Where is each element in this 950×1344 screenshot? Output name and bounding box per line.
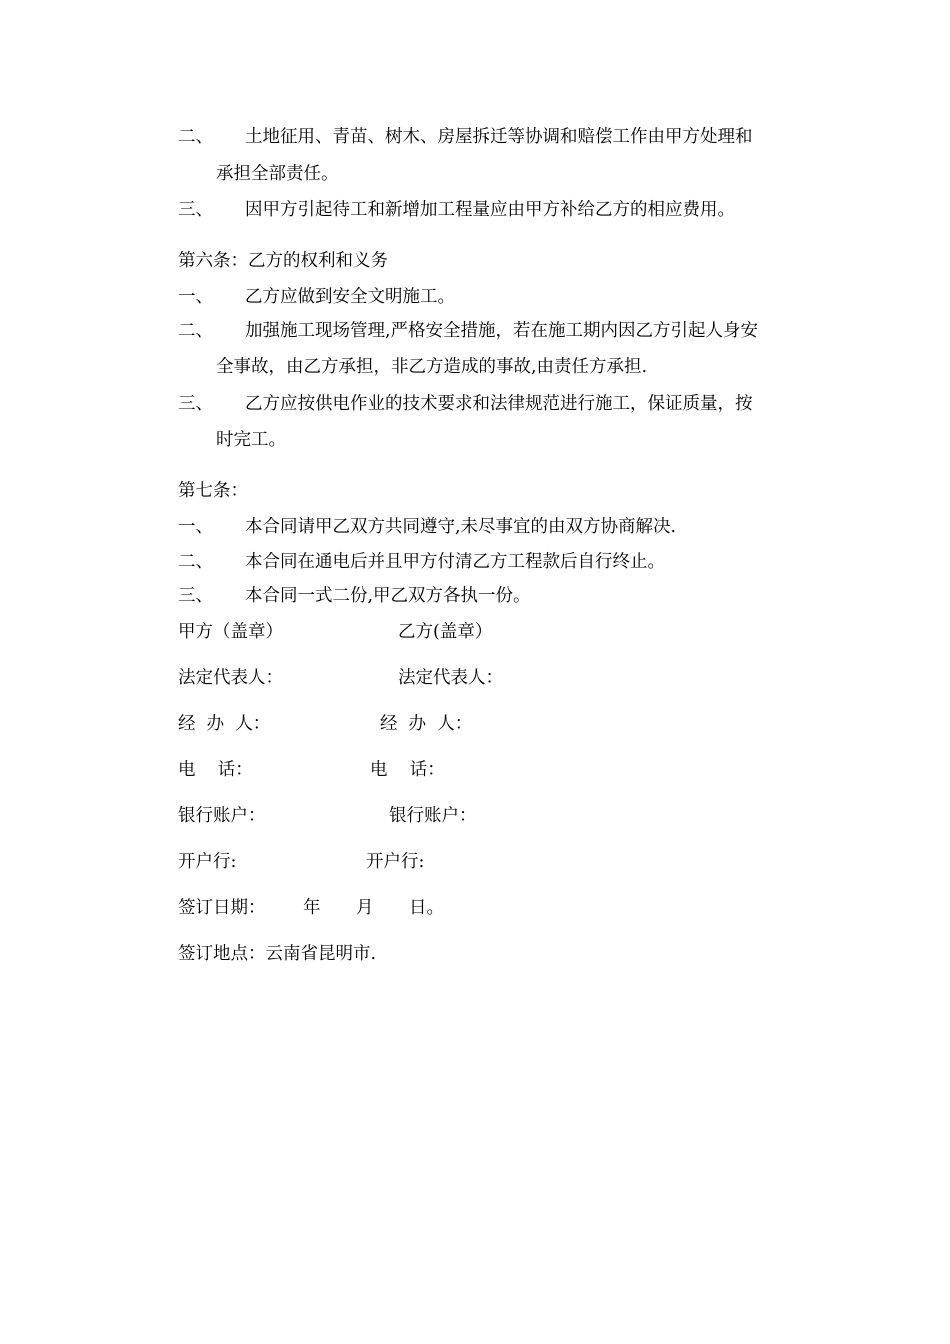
clause-heading: 第七条： [178, 481, 248, 501]
party-a-phone-label: 电 话： [178, 760, 253, 780]
party-a-rep-label: 法定代表人： [178, 668, 283, 688]
sign-date-year: 年 [303, 898, 321, 918]
party-b-handler-label: 经 办 人： [380, 714, 473, 734]
item-number: 二、 [178, 552, 213, 572]
party-a-seal-label: 甲方（盖章） [178, 622, 283, 642]
item-text: 本合同在通电后并且甲方付清乙方工程款后自行终止。 [245, 552, 665, 572]
item-text: 因甲方引起待工和新增加工程量应由甲方补给乙方的相应费用。 [245, 200, 735, 220]
party-b-seal-label: 乙方(盖章） [398, 622, 493, 642]
sign-date-month: 月 [356, 898, 374, 918]
item-number: 二、 [178, 321, 213, 341]
item-number: 三、 [178, 200, 213, 220]
item-number: 三、 [178, 394, 213, 414]
item-text-continued: 全事故，由乙方承担，非乙方造成的事故,由责任方承担. [216, 357, 648, 377]
item-text: 加强施工现场管理,严格安全措施，若在施工期内因乙方引起人身安 [245, 321, 759, 341]
sign-date-label: 签订日期： [178, 898, 266, 918]
item-text: 本合同请甲乙双方共同遵守,未尽事宜的由双方协商解决. [245, 517, 677, 537]
party-b-phone-label: 电 话： [370, 760, 445, 780]
party-a-account-label: 银行账户： [178, 806, 266, 826]
party-a-handler-label: 经 办 人： [178, 714, 271, 734]
item-text: 乙方应做到安全文明施工。 [245, 287, 455, 307]
item-text: 本合同一式二份,甲乙双方各执一份。 [245, 586, 531, 606]
item-text-continued: 承担全部责任。 [216, 164, 339, 184]
party-b-rep-label: 法定代表人： [398, 668, 503, 688]
party-a-bank-label: 开户行: [178, 852, 237, 872]
item-number: 一、 [178, 517, 213, 537]
item-number: 一、 [178, 287, 213, 307]
clause-heading: 第六条：乙方的权利和义务 [178, 251, 388, 271]
item-text: 土地征用、青苗、树木、房屋拆迁等协调和赔偿工作由甲方处理和 [245, 127, 753, 147]
item-text: 乙方应按供电作业的技术要求和法律规范进行施工，保证质量，按 [245, 394, 753, 414]
sign-date-day: 日。 [409, 898, 444, 918]
sign-place-text: 签订地点：云南省昆明市. [178, 944, 377, 964]
item-number: 二、 [178, 127, 213, 147]
party-b-bank-label: 开户行: [366, 852, 425, 872]
item-number: 三、 [178, 586, 213, 606]
item-text-continued: 时完工。 [216, 430, 286, 450]
party-b-account-label: 银行账户： [389, 806, 477, 826]
